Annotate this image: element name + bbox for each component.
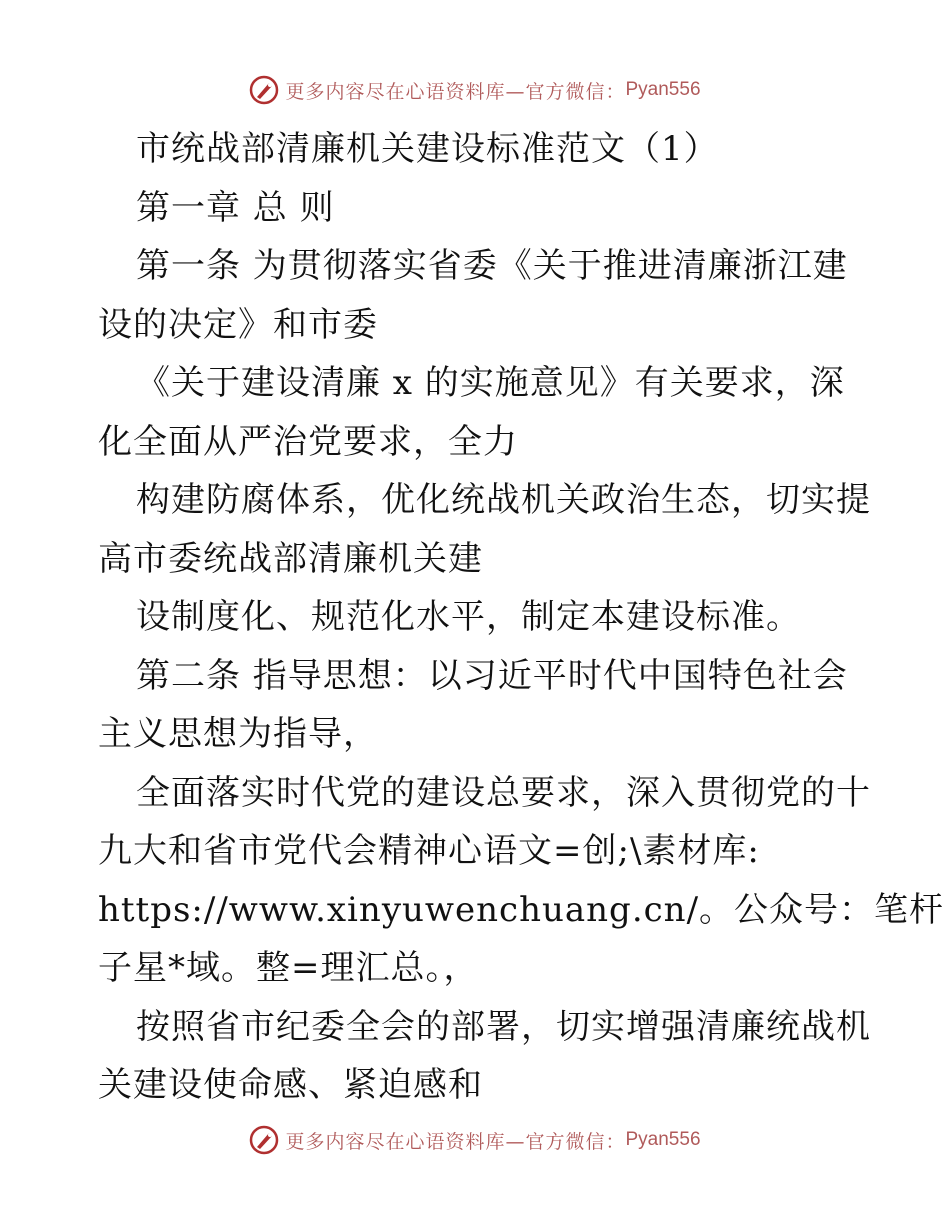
document-line: 按照省市纪委全会的部署，切实增强清廉统战机 <box>136 1006 871 1047</box>
footer-watermark <box>0 1120 950 1160</box>
watermark-text: 更多内容尽在心语资料库—官方微信： <box>285 1130 626 1153</box>
document-line: 化全面从严治党要求，全力 <box>98 421 518 462</box>
document-line: 九大和省市党代会精神心语文=创;\素材库: <box>98 831 760 871</box>
pen-logo-icon <box>249 75 279 105</box>
watermark-handle: Pyan556 <box>625 79 701 100</box>
watermark-text: 更多内容尽在心语资料库—官方微信： <box>285 80 626 103</box>
document-line: 第一章 总 则 <box>136 187 335 228</box>
document-line: 设的决定》和市委 <box>98 304 378 345</box>
document-line: 全面落实时代党的建设总要求，深入贯彻党的十 <box>136 772 871 813</box>
document-line: 关建设使命感、紧迫感和 <box>98 1065 483 1105</box>
document-line: 构建防腐体系，优化统战机关政治生态，切实提 <box>136 480 871 520</box>
document-line: 高市委统战部清廉机关建 <box>98 538 483 579</box>
document-line: 主义思想为指导， <box>98 714 378 754</box>
document-line: 子星*域。整=理汇总。， <box>98 948 479 988</box>
header-watermark <box>0 70 950 110</box>
pen-logo-icon <box>249 1125 279 1155</box>
document-line: 设制度化、规范化水平，制定本建设标准。 <box>136 597 801 637</box>
document-body <box>98 120 945 1115</box>
document-line: 《关于建设清廉 x 的实施意见》有关要求，深 <box>136 363 845 403</box>
document-line: https://www.xinyuwenchuang.cn/。公众号：笔杆 <box>98 889 945 930</box>
watermark-handle: Pyan556 <box>625 1129 701 1150</box>
document-line: 第一条 为贯彻落实省委《关于推进清廉浙江建 <box>136 246 848 286</box>
document-line: 市统战部清廉机关建设标准范文（1） <box>136 129 719 169</box>
document-line: 第二条 指导思想：以习近平时代中国特色社会 <box>136 655 848 696</box>
